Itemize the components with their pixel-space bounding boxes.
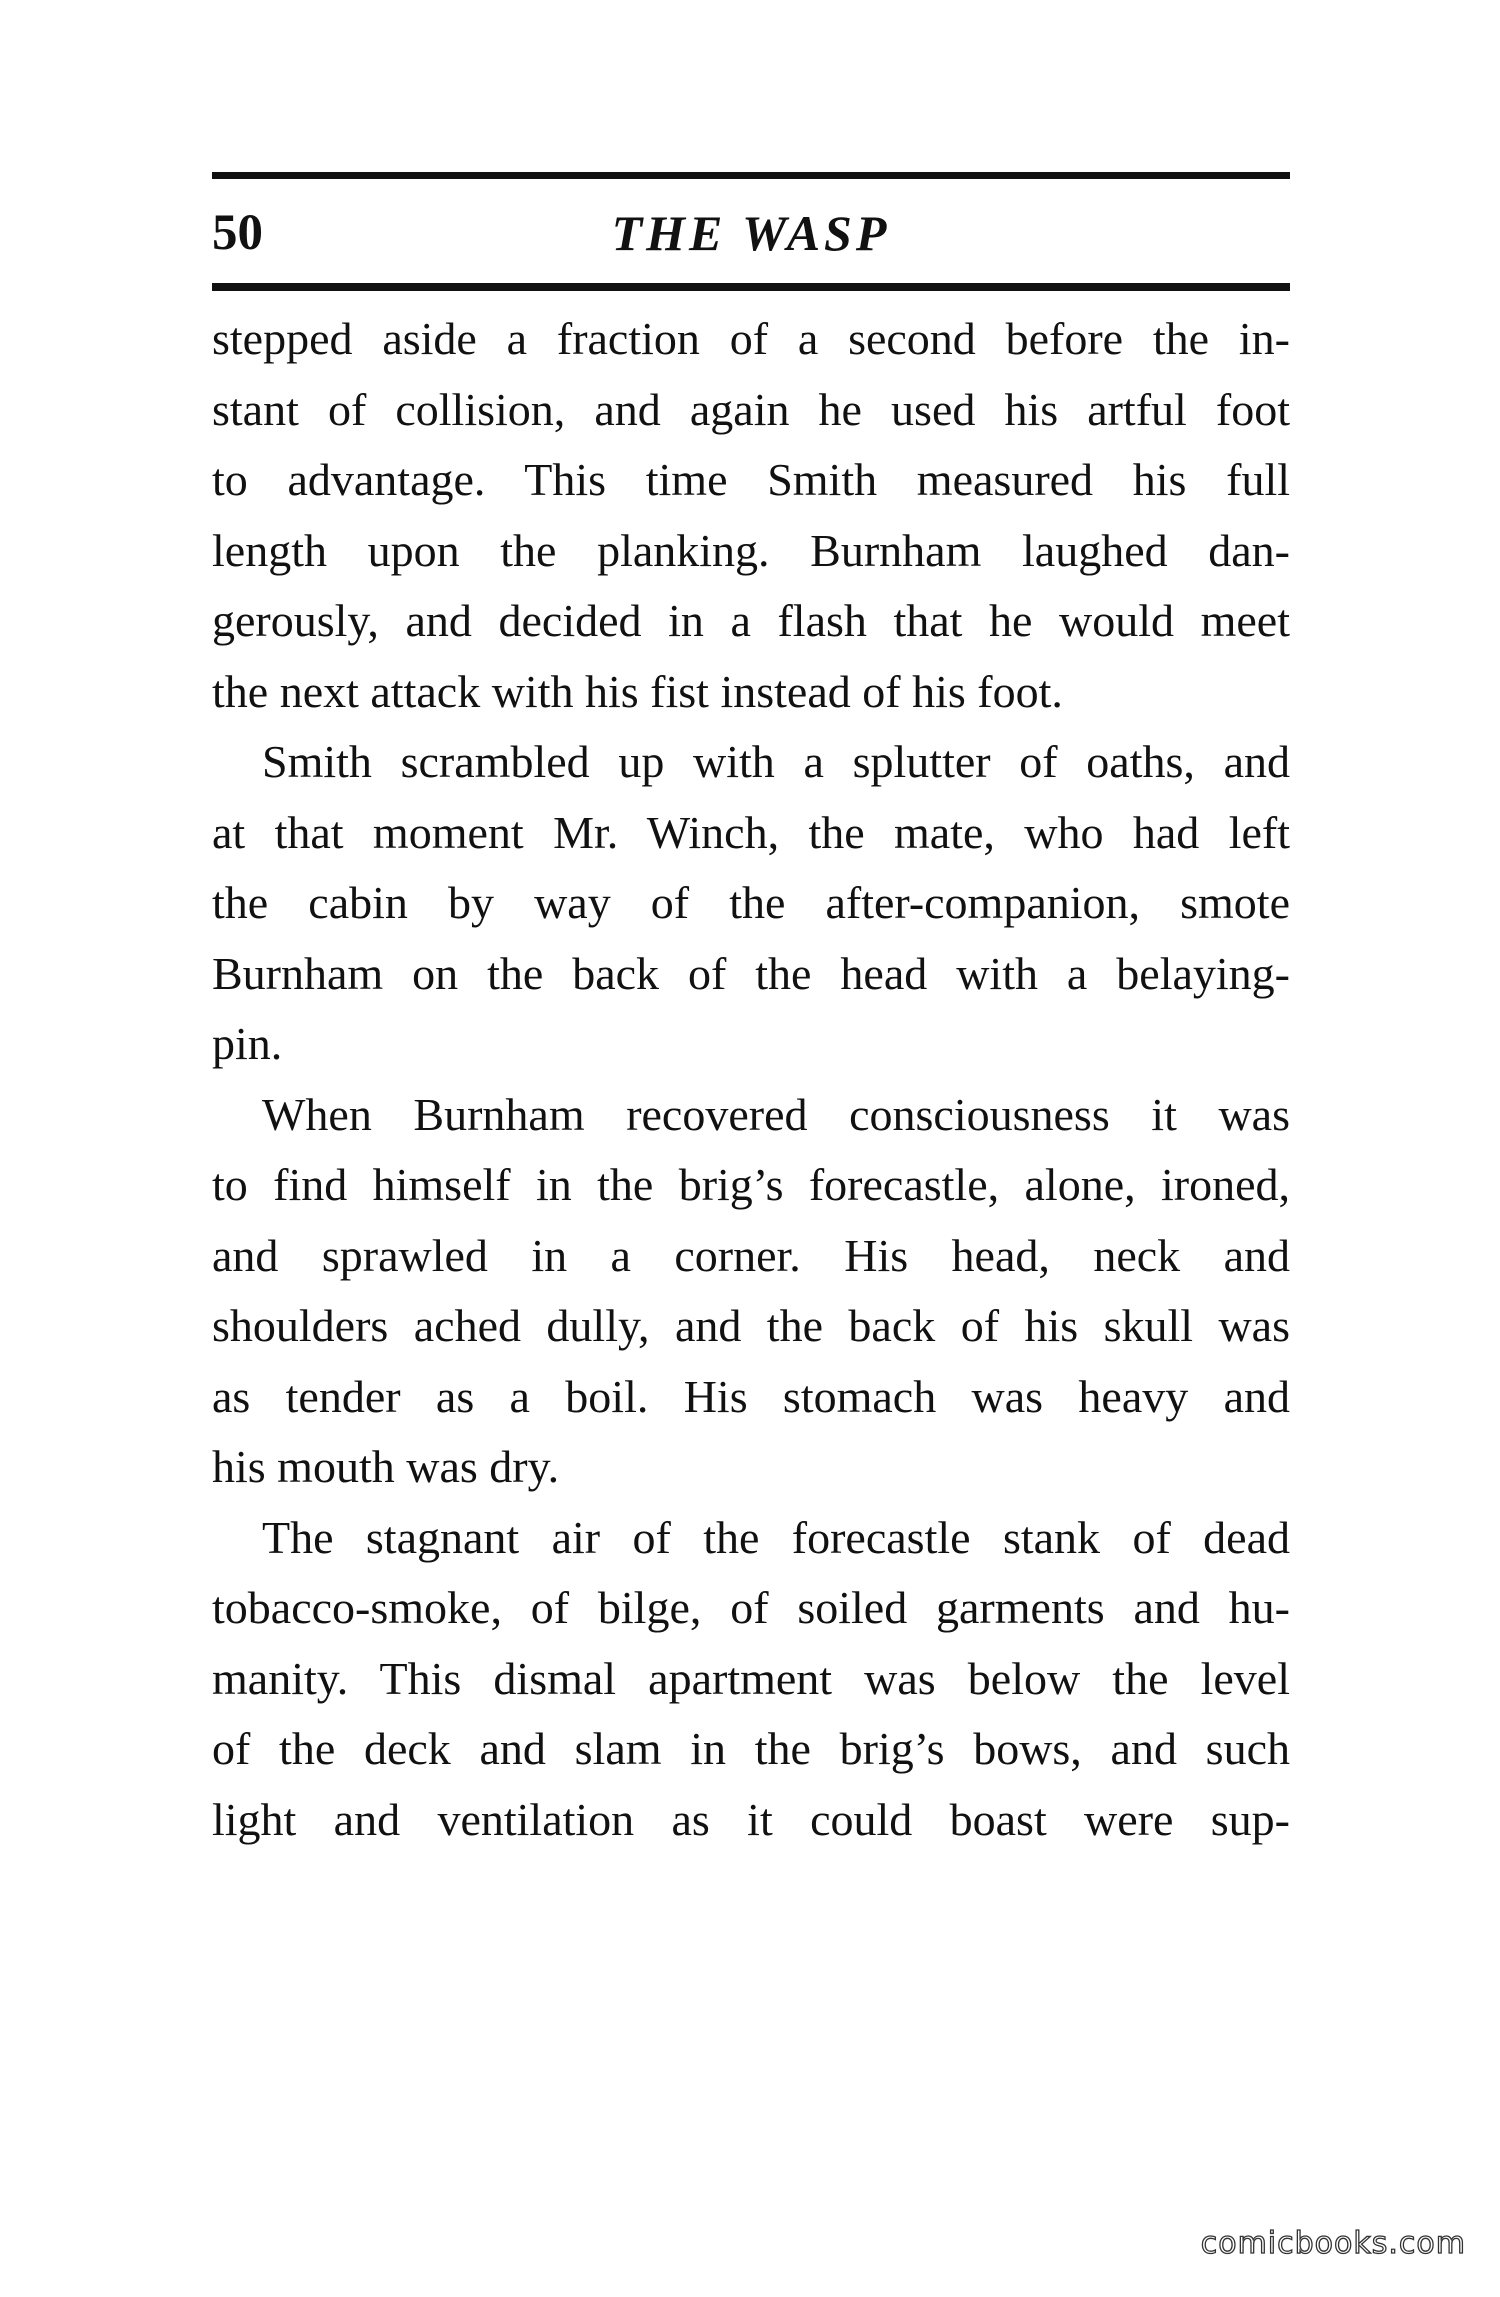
header-rule-top [212,172,1290,179]
text-line: the next attack with his fist instead of his foot. [212,665,1063,717]
text-line: tobacco-smoke, of bilge, of soiled garments and hu- [212,1582,1290,1633]
text-line: stepped aside a fraction of a second before the in- [212,313,1290,364]
text-line: gerously, and decided in a flash that he would meet [212,595,1290,646]
text-line: length upon the planking. Burnham laughed dan- [212,524,1290,576]
text-line: at that moment Mr. Winch, the mate, who had left [212,806,1290,858]
body-text [212,304,1290,1855]
text-line: as tender as a boil. His stomach was heavy and [212,1370,1290,1422]
text-line: to find himself in the brig’s forecastle, alone, ironed, [212,1159,1290,1210]
text-line: of the deck and slam in the brig’s bows, and such [212,1723,1290,1774]
text-line: shoulders ached dully, and the back of his skull was [212,1300,1290,1351]
text-line: light and ventilation as it could boast were sup- [212,1793,1290,1845]
running-title: THE WASP [611,205,891,261]
text-line: manity. This dismal apartment was below the level [212,1652,1290,1704]
text-line: The stagnant air of the forecastle stank of dead [262,1511,1290,1563]
text-line: Burnham on the back of the head with a belaying- [212,947,1290,999]
header-rule-bottom [212,283,1290,291]
text-line: and sprawled in a corner. His head, neck and [212,1229,1290,1281]
text-line: to advantage. This time Smith measured his full [212,454,1290,505]
watermark: comicbooks.com [1200,2226,1466,2261]
text-line: When Burnham recovered consciousness it was [262,1088,1290,1140]
text-line: Smith scrambled up with a splutter of oaths, and [262,736,1290,787]
text-line: pin. [212,1018,283,1069]
text-line: his mouth was dry. [212,1441,560,1492]
text-line: stant of collision, and again he used his artful foot [212,383,1290,435]
text-line: the cabin by way of the after-companion, smote [212,877,1290,928]
page-number: 50 [212,205,263,261]
